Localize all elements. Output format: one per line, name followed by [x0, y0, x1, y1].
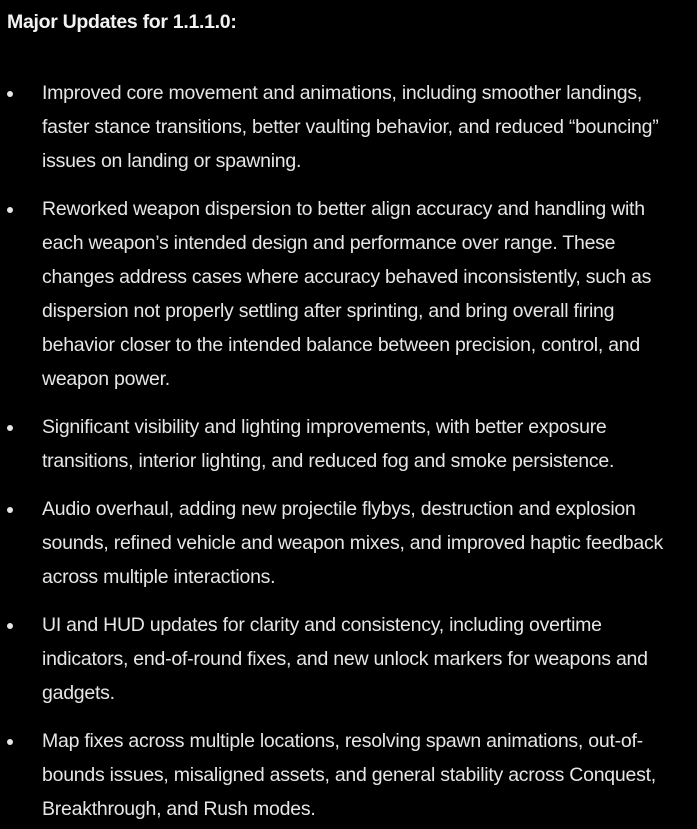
bullet-icon	[7, 425, 13, 431]
bullet-icon	[7, 507, 13, 513]
list-item	[7, 492, 691, 594]
list-item	[7, 76, 691, 178]
bullet-icon	[7, 623, 13, 629]
list-item	[7, 410, 691, 478]
bullet-icon	[7, 739, 13, 745]
update-text: Significant visibility and lighting improvements, with better exposure transitions, interior lighting, and reduced fog and smoke persistence.	[42, 416, 615, 472]
update-text: Audio overhaul, adding new projectile flybys, destruction and explosion sounds, refined vehicle and weapon mixes, and improved haptic feedback across multiple interactions.	[42, 498, 663, 588]
bullet-icon	[7, 207, 13, 213]
update-text: Reworked weapon dispersion to better align accuracy and handling with each weapon’s intended design and performance over range. These changes address cases where accuracy behaved inconsistently, such as dispersion not properly settling after sprinting, and bring overall firing behavior closer to the intended balance between precision, control, and weapon power.	[42, 198, 652, 390]
bullet-icon	[7, 91, 13, 97]
updates-list	[7, 76, 691, 826]
update-text: Map fixes across multiple locations, resolving spawn animations, out-of-bounds issues, misaligned assets, and general stability across Conquest, Breakthrough, and Rush modes.	[42, 730, 656, 820]
update-text: UI and HUD updates for clarity and consistency, including overtime indicators, end-of-round fixes, and new unlock markers for weapons and gadgets.	[42, 614, 648, 704]
list-item	[7, 608, 691, 710]
list-item	[7, 724, 691, 826]
section-heading: Major Updates for 1.1.1.0:	[7, 11, 237, 33]
update-text: Improved core movement and animations, including smoother landings, faster stance transitions, better vaulting behavior, and reduced “bouncing” issues on landing or spawning.	[42, 82, 659, 172]
list-item	[7, 192, 691, 396]
